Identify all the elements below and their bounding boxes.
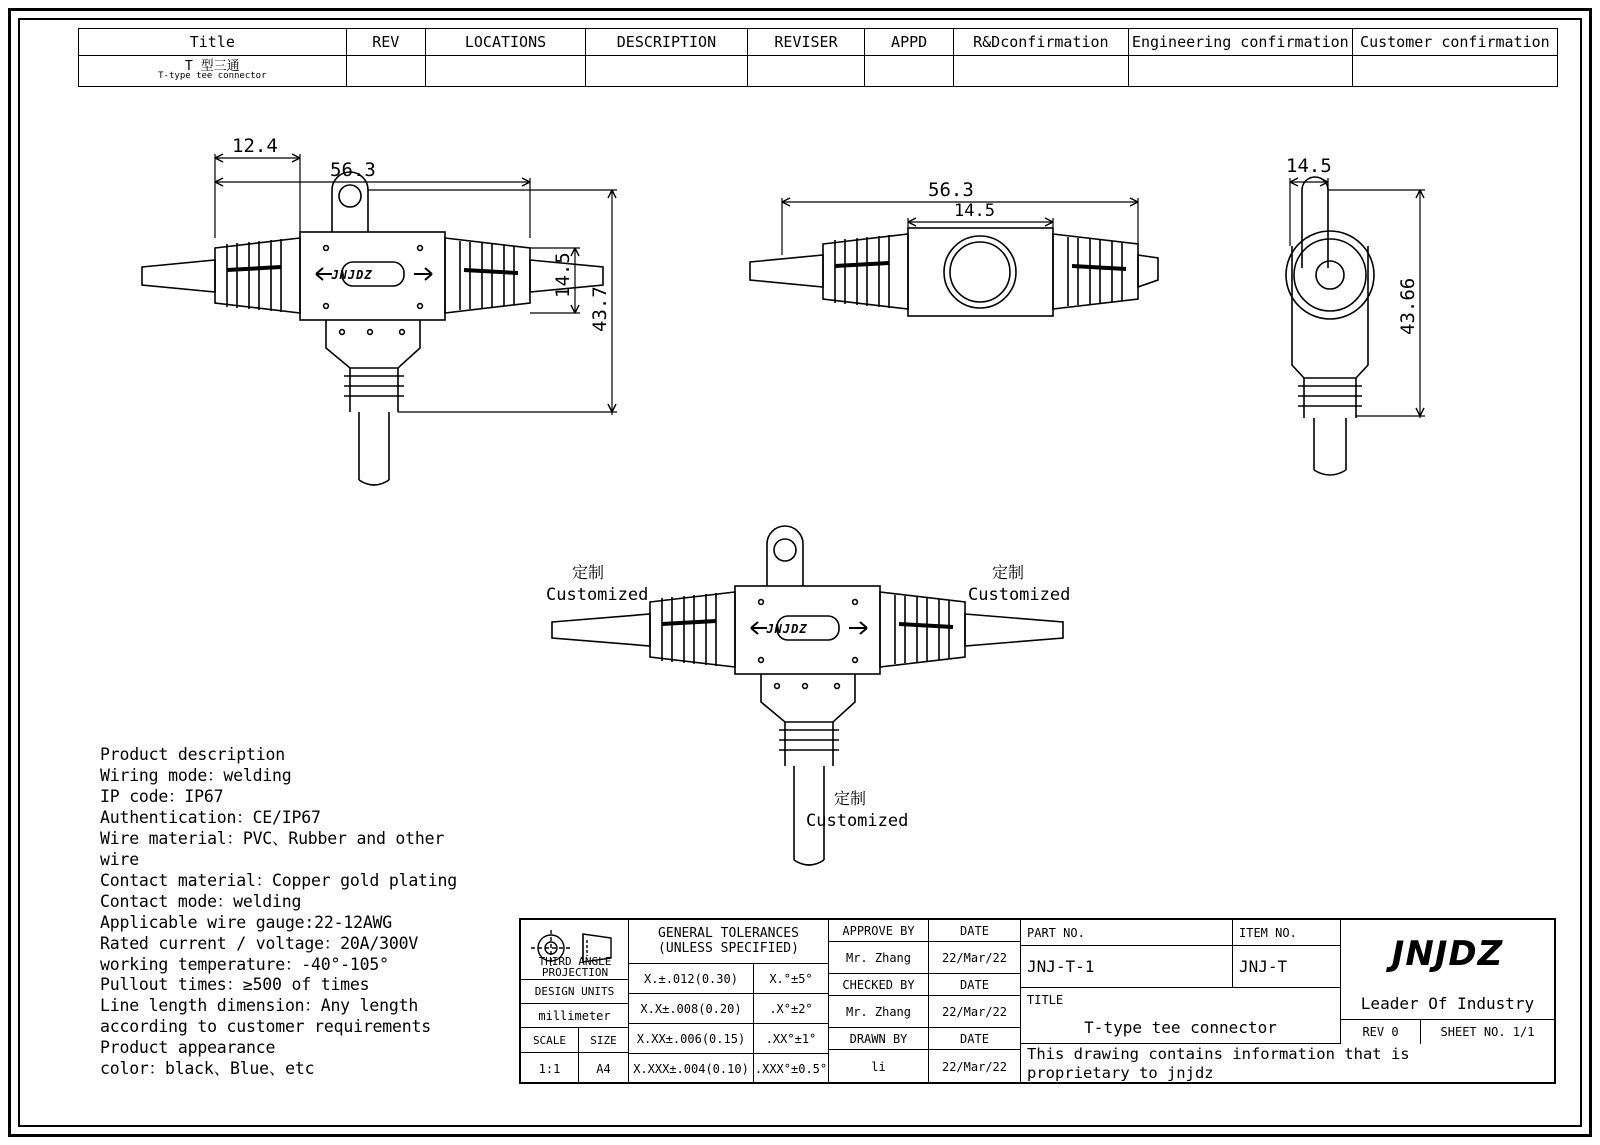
desc-line-9: Rated current / voltage：20A/300V	[100, 933, 419, 953]
item-no-label: ITEM NO.	[1233, 920, 1341, 946]
tolerance-angular-2: .XX°±1°	[754, 1024, 829, 1054]
scale-value: 1:1	[521, 1053, 579, 1084]
desc-line-12: Line length dimension：Any length	[100, 996, 419, 1016]
desc-line-10: working temperature：-40°-105°	[100, 954, 389, 974]
rev-header-rd: R&Dconfirmation	[953, 29, 1128, 56]
rev-header-customer: Customer confirmation	[1352, 29, 1557, 56]
rev-header-appd: APPD	[865, 29, 954, 56]
rev-header-rev: REV	[346, 29, 425, 56]
title-label: TITLE	[1021, 988, 1341, 1012]
front-dim-14-5: 14.5	[552, 252, 574, 298]
rev-number: REV 0	[1341, 1020, 1421, 1044]
desc-line-8: Applicable wire gauge:22-12AWG	[100, 912, 393, 932]
desc-line-13: according to customer requirements	[100, 1017, 431, 1037]
front-dim-56-3: 56.3	[330, 159, 376, 181]
customized-view	[540, 510, 1120, 890]
side-view	[1270, 150, 1490, 490]
rev-row-customer	[1352, 56, 1557, 87]
top-dim-14-5: 14.5	[954, 201, 995, 221]
proprietary-notice	[1021, 1044, 1554, 1084]
drawn-by-value: li	[829, 1050, 929, 1084]
proprietary-line-1: This drawing contains information that is	[1027, 1045, 1410, 1064]
item-no-value: JNJ-T	[1233, 946, 1341, 988]
rev-row-rd	[953, 56, 1128, 87]
iso-right-cn: 定制	[992, 563, 1025, 582]
front-view	[120, 120, 640, 500]
proprietary-line-2: proprietary to jnjdz	[1027, 1064, 1214, 1082]
desc-line-4: Wire material：PVC、Rubber and other	[100, 828, 445, 848]
iso-bottom-cn: 定制	[834, 789, 867, 808]
rev-header-engineering: Engineering confirmation	[1128, 29, 1352, 56]
company-logo-text: JNJDZ	[1391, 934, 1504, 974]
rev-header-locations: LOCATIONS	[425, 29, 585, 56]
iso-right-en: Customized	[968, 585, 1071, 605]
desc-line-0: Product description	[100, 745, 285, 764]
sheet-number: SHEET NO. 1/1	[1440, 1025, 1535, 1039]
company-slogan	[1341, 988, 1554, 1020]
revision-table	[78, 28, 1558, 87]
desc-line-7: Contact mode：welding	[100, 891, 302, 911]
projection-symbol-cell	[521, 920, 629, 980]
rev-row-appd	[865, 56, 954, 87]
title-block	[519, 918, 1556, 1084]
front-logo-text: JNJDZ	[331, 268, 373, 282]
iso-bottom-en: Customized	[806, 811, 909, 831]
part-no-value: JNJ-T-1	[1021, 946, 1233, 988]
date-label-3: DATE	[929, 1028, 1021, 1050]
checked-by-label: CHECKED BY	[829, 974, 929, 996]
drawn-by-label: DRAWN BY	[829, 1028, 929, 1050]
approve-by-value: Mr. Zhang	[829, 942, 929, 974]
rev-header-description: DESCRIPTION	[586, 29, 747, 56]
scale-label: SCALE	[521, 1028, 579, 1053]
date-label-1: DATE	[929, 920, 1021, 942]
top-view	[740, 170, 1160, 350]
design-units-value: millimeter	[521, 1004, 629, 1028]
tolerance-angular-3: .XXX°±0.5°	[754, 1054, 829, 1084]
company-slogan-text: Leader Of Industry	[1360, 994, 1535, 1013]
tolerance-angular-1: .X°±2°	[754, 994, 829, 1024]
size-label: SIZE	[579, 1028, 629, 1053]
rev-row-rev	[346, 56, 425, 87]
tolerances-title-1: GENERAL TOLERANCES	[658, 925, 799, 941]
size-value: A4	[579, 1053, 629, 1084]
front-dim-12-4: 12.4	[232, 135, 278, 157]
rev-row-engineering	[1128, 56, 1352, 87]
tolerance-linear-0: X.±.012(0.30)	[629, 964, 754, 994]
date-label-2: DATE	[929, 974, 1021, 996]
rev-header-title: Title	[79, 29, 347, 56]
projection-label-1: THIRD ANGLE	[538, 954, 612, 968]
title-value: T-type tee connector	[1021, 1012, 1341, 1044]
iso-left-en: Customized	[546, 585, 649, 605]
desc-line-2: IP code：IP67	[100, 786, 224, 806]
tolerance-linear-2: X.XX±.006(0.15)	[629, 1024, 754, 1054]
checked-by-value: Mr. Zhang	[829, 996, 929, 1028]
desc-line-1: Wiring mode：welding	[100, 765, 292, 785]
drawn-date-value: 22/Mar/22	[929, 1050, 1021, 1084]
tolerance-linear-3: X.XXX±.004(0.10)	[629, 1054, 754, 1084]
rev-row-reviser	[747, 56, 865, 87]
desc-line-6: Contact material：Copper gold plating	[100, 870, 457, 890]
company-logo	[1341, 920, 1554, 988]
desc-line-14: Product appearance	[100, 1038, 276, 1058]
design-units-label: DESIGN UNITS	[521, 980, 629, 1004]
product-description	[100, 745, 520, 1080]
rev-row-title-cn: T 型三通	[185, 59, 240, 75]
tolerance-angular-0: X.°±5°	[754, 964, 829, 994]
desc-line-5: wire	[100, 849, 139, 869]
tolerances-title	[629, 920, 829, 964]
side-dim-43-66: 43.66	[1397, 277, 1419, 335]
iso-logo-text: JNJDZ	[766, 622, 808, 636]
front-dim-43-7: 43.7	[589, 286, 611, 332]
rev-row-title-en: T-type tee connector	[158, 71, 267, 82]
tolerance-linear-1: X.X±.008(0.20)	[629, 994, 754, 1024]
projection-label-2: PROJECTION	[541, 966, 609, 980]
desc-line-15: color：black、Blue、etc	[100, 1059, 315, 1079]
side-dim-14-5: 14.5	[1286, 155, 1332, 177]
approve-date-value: 22/Mar/22	[929, 942, 1021, 974]
tolerances-title-2: (UNLESS SPECIFIED)	[658, 940, 799, 956]
top-dim-56-3: 56.3	[928, 179, 974, 201]
desc-line-11: Pullout times：≥500 of times	[100, 975, 370, 995]
iso-left-cn: 定制	[572, 563, 605, 582]
approve-by-label: APPROVE BY	[829, 920, 929, 942]
rev-row-description	[586, 56, 747, 87]
part-no-label: PART NO.	[1021, 920, 1233, 946]
rev-header-reviser: REVISER	[747, 29, 865, 56]
checked-date-value: 22/Mar/22	[929, 996, 1021, 1028]
desc-line-3: Authentication：CE/IP67	[100, 807, 321, 827]
rev-row-locations	[425, 56, 585, 87]
rev-row-title	[79, 56, 347, 87]
